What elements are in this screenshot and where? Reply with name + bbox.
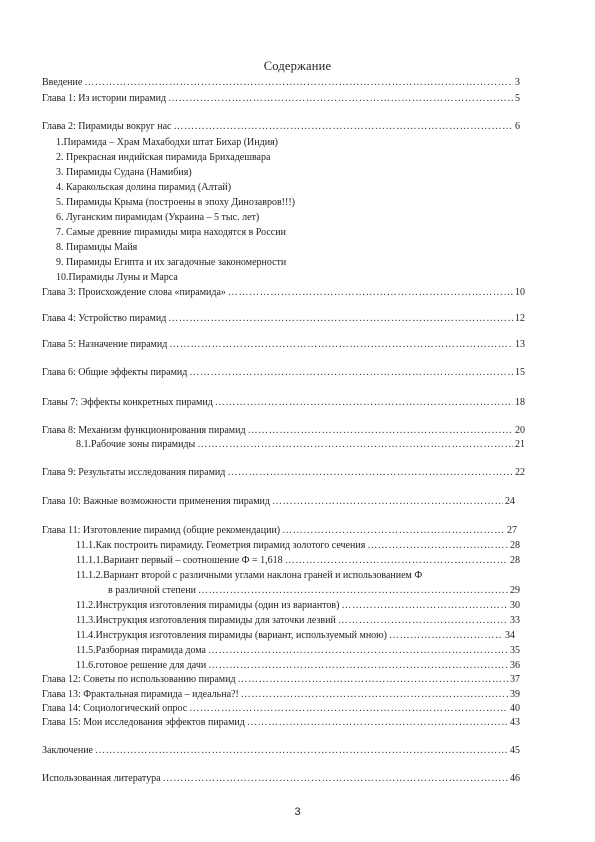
toc-entry-chapter-12[interactable] — [42, 673, 520, 687]
toc-entry-text: Глава 10: Важные возможности применения пирамид — [42, 496, 270, 507]
toc-entry-page: 33 — [510, 615, 520, 626]
toc-entry-text: Глава 5: Назначение пирамид — [42, 339, 168, 350]
toc-leader-dots — [206, 644, 508, 658]
toc-entry-page: 29 — [510, 585, 520, 596]
toc-leader-dots — [171, 120, 513, 134]
toc-entry-page: 20 — [515, 425, 525, 436]
toc-leader-dots — [283, 554, 508, 568]
toc-entry-text: 2. Прекрасная индийская пирамида Брихадешвара — [56, 152, 271, 163]
toc-entry-references[interactable] — [42, 772, 520, 786]
toc-entry-text: Глава 14: Социологический опрос — [42, 703, 188, 714]
toc-entry-chapter-11[interactable] — [42, 524, 517, 538]
toc-entry-text: 10.Пирамиды Луны и Марса — [56, 272, 178, 283]
toc-entry-chapter-6[interactable] — [42, 366, 525, 380]
toc-subentry[interactable] — [56, 166, 192, 180]
toc-entry-page: 34 — [505, 630, 515, 641]
toc-entry-section-11-4[interactable] — [76, 629, 515, 643]
toc-leader-dots — [245, 716, 508, 730]
toc-subentry[interactable] — [56, 271, 178, 285]
toc-entry-text: Главы 7: Эффекты конкретных пирамид — [42, 397, 213, 408]
toc-entry-page: 39 — [510, 689, 520, 700]
toc-leader-dots — [187, 366, 513, 380]
toc-entry-page: 15 — [515, 367, 525, 378]
toc-leader-dots — [226, 286, 513, 300]
toc-entry-page: 28 — [510, 555, 520, 566]
toc-entry-text: 11.2.Инструкция изготовления пирамиды (один из вариантов) — [76, 600, 340, 611]
toc-leader-dots — [206, 659, 508, 673]
toc-leader-dots — [270, 495, 503, 509]
toc-entry-text: 6. Луганским пирамидам (Украина – 5 тыс. лет) — [56, 212, 260, 223]
toc-entry-text: 1.Пирамида – Храм Махабодхи штат Бихар (Индия) — [56, 137, 278, 148]
toc-entry-text: Заключение — [42, 745, 93, 756]
toc-entry-page: 43 — [510, 717, 520, 728]
toc-leader-dots — [246, 424, 513, 438]
toc-entry-section-11-1-2-cont[interactable] — [108, 584, 520, 598]
toc-leader-dots — [187, 702, 508, 716]
toc-entry-section-11-2[interactable] — [76, 599, 520, 613]
toc-entry-text: 11.5.Разборная пирамида дома — [76, 645, 206, 656]
toc-subentry[interactable] — [56, 241, 137, 255]
toc-entry-text: 11.3.Инструкция изготовления пирамиды для заточки лезвий — [76, 615, 336, 626]
toc-subentry[interactable] — [56, 136, 278, 150]
toc-entry-page: 22 — [515, 467, 525, 478]
toc-subentry[interactable] — [56, 256, 286, 270]
toc-entry-chapter-10[interactable] — [42, 495, 515, 509]
toc-leader-dots — [239, 688, 508, 702]
toc-entry-text: Глава 4: Устройство пирамид — [42, 313, 167, 324]
toc-entry-page: 28 — [510, 540, 520, 551]
toc-entry-text: 11.1.2.Вариант второй с различными углами наклона граней и использованием Ф — [76, 570, 423, 581]
toc-entry-text: Глава 8: Механизм функционирования пирамид — [42, 425, 246, 436]
toc-entry-text: 9. Пирамиды Египта и их загадочные закономерности — [56, 257, 287, 268]
toc-entry-chapter-15[interactable] — [42, 716, 520, 730]
toc-entry-section-11-1[interactable] — [76, 539, 520, 553]
toc-entry-introduction[interactable] — [42, 76, 520, 90]
toc-entry-chapter-3[interactable] — [42, 286, 525, 300]
toc-entry-text: Глава 2: Пирамиды вокруг нас — [42, 121, 172, 132]
toc-entry-text: Глава 9: Результаты исследования пирамид — [42, 467, 226, 478]
toc-leader-dots — [280, 524, 505, 538]
toc-entry-section-11-1-1[interactable] — [76, 554, 520, 568]
toc-leader-dots — [236, 673, 508, 687]
toc-entry-text: 11.4.Инструкция изготовления пирамиды (вариант, используемый мною) — [76, 630, 387, 641]
toc-entry-page: 46 — [510, 773, 520, 784]
page-number: 3 — [294, 806, 301, 818]
toc-entry-chapter-2[interactable] — [42, 120, 520, 134]
toc-leader-dots — [166, 312, 513, 326]
toc-subentry[interactable] — [56, 196, 295, 210]
toc-leader-dots — [93, 744, 508, 758]
toc-entry-section-11-5[interactable] — [76, 644, 520, 658]
toc-leader-dots — [365, 539, 508, 553]
toc-entry-text: Глава 1: Из истории пирамид — [42, 93, 167, 104]
toc-subentry[interactable] — [56, 226, 286, 240]
toc-entry-text: 4. Каракольская долина пирамид (Алтай) — [56, 182, 232, 193]
toc-entry-page: 35 — [510, 645, 520, 656]
toc-entry-text: Глава 15: Мои исследования эффектов пирамид — [42, 717, 245, 728]
toc-leader-dots — [167, 338, 513, 352]
toc-entry-page: 12 — [515, 313, 525, 324]
toc-subentry[interactable] — [56, 211, 259, 225]
toc-entry-text: 3. Пирамиды Судана (Намибия) — [56, 167, 192, 178]
toc-entry-text: 5. Пирамиды Крыма (построены в эпоху Динозавров!!!) — [56, 197, 295, 208]
toc-entry-page: 36 — [510, 660, 520, 671]
toc-entry-page: 30 — [510, 600, 520, 611]
toc-leader-dots — [161, 772, 508, 786]
toc-entry-page: 5 — [515, 93, 520, 104]
toc-entry-text: Использованная литература — [42, 773, 161, 784]
toc-leader-dots — [166, 92, 513, 106]
toc-leader-dots — [387, 629, 503, 643]
toc-leader-dots — [225, 466, 513, 480]
toc-leader-dots — [195, 438, 513, 452]
toc-subentry[interactable] — [56, 151, 270, 165]
toc-subentry[interactable] — [56, 181, 231, 195]
toc-entry-page: 6 — [515, 121, 520, 132]
toc-entry-section-11-1-2[interactable] — [76, 569, 422, 583]
toc-entry-chapter-7[interactable] — [42, 396, 525, 410]
toc-entry-section-8-1[interactable] — [76, 438, 525, 452]
toc-entry-page: 24 — [505, 496, 515, 507]
toc-entry-text: 8. Пирамиды Майя — [56, 242, 138, 253]
toc-entry-page: 40 — [510, 703, 520, 714]
toc-entry-text: в различной степени — [108, 585, 196, 596]
toc-leader-dots — [213, 396, 513, 410]
toc-entry-text: Глава 12: Советы по использованию пирамид — [42, 674, 236, 685]
toc-entry-chapter-4[interactable] — [42, 312, 525, 326]
toc-entry-chapter-14[interactable] — [42, 702, 520, 716]
page-title: Содержание — [263, 59, 332, 73]
toc-entry-text: 11.1.1.Вариант первый – соотношение Ф = 1,618 — [76, 555, 283, 566]
toc-entry-page: 21 — [515, 439, 525, 450]
toc-entry-text: 11.6.готовое решение для дачи — [76, 660, 207, 671]
toc-entry-text: 7. Самые древние пирамиды мира находятся в России — [56, 227, 286, 238]
toc-leader-dots — [196, 584, 508, 598]
toc-entry-text: Глава 6: Общие эффекты пирамид — [42, 367, 188, 378]
toc-entry-chapter-13[interactable] — [42, 688, 520, 702]
toc-entry-text: 8.1.Рабочие зоны пирамиды — [76, 439, 196, 450]
toc-entry-text: Глава 13: Фрактальная пирамида – идеальна?! — [42, 689, 239, 700]
toc-entry-page: 13 — [515, 339, 525, 350]
toc-entry-chapter-9[interactable] — [42, 466, 525, 480]
toc-entry-text: 11.1.Как построить пирамиду. Геометрия пирамид золотого сечения — [76, 540, 366, 551]
toc-entry-conclusion[interactable] — [42, 744, 520, 758]
toc-entry-page: 10 — [515, 287, 525, 298]
toc-entry-section-11-3[interactable] — [76, 614, 520, 628]
toc-entry-page: 45 — [510, 745, 520, 756]
toc-entry-page: 3 — [515, 77, 520, 88]
toc-leader-dots — [339, 599, 508, 613]
toc-entry-chapter-8[interactable] — [42, 424, 525, 438]
toc-entry-page: 18 — [515, 397, 525, 408]
toc-entry-chapter-1[interactable] — [42, 92, 520, 106]
toc-leader-dots — [82, 76, 513, 90]
toc-entry-text: Введение — [42, 77, 83, 88]
toc-leader-dots — [336, 614, 508, 628]
toc-entry-page: 27 — [507, 525, 517, 536]
toc-entry-chapter-5[interactable] — [42, 338, 525, 352]
toc-entry-page: 37 — [510, 674, 520, 685]
toc-entry-text: Глава 11: Изготовление пирамид (общие рекомендации) — [42, 525, 281, 536]
toc-entry-section-11-6[interactable] — [76, 659, 520, 673]
toc-entry-text: Глава 3: Происхождение слова «пирамида» — [42, 287, 226, 298]
